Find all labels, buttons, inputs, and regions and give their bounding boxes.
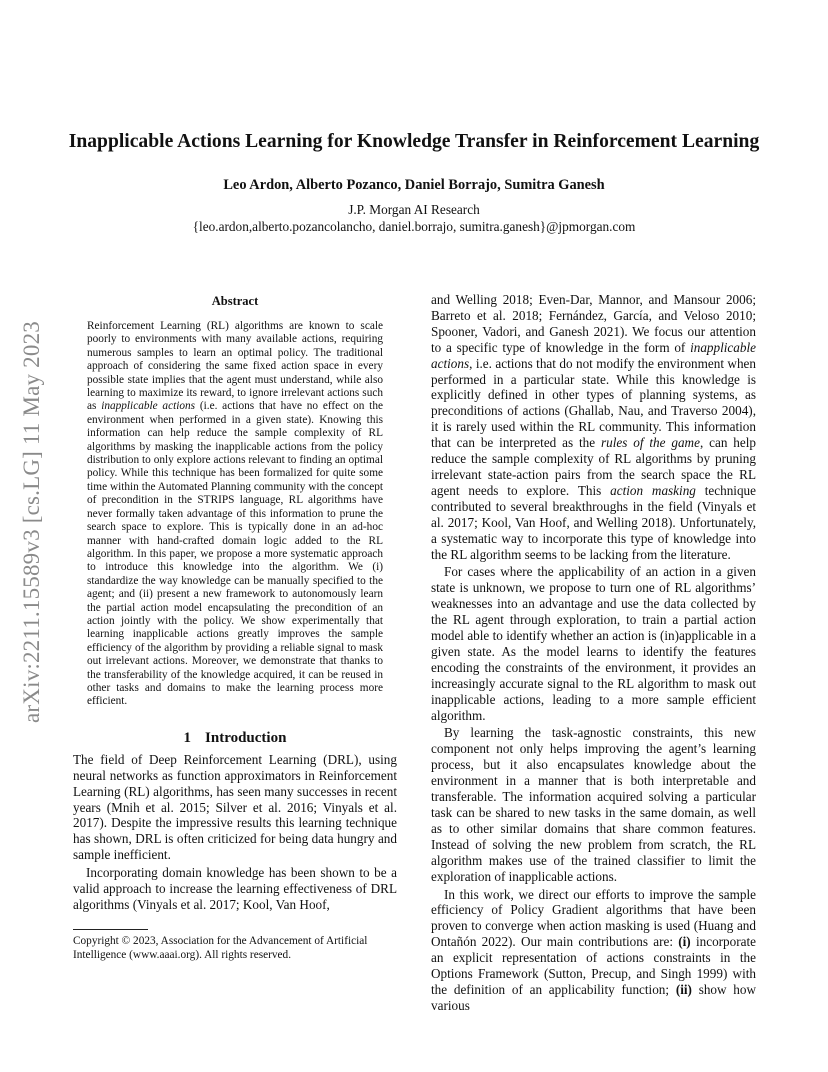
author-list: Leo Ardon, Alberto Pozanco, Daniel Borrajo, Sumitra Ganesh [223,177,605,193]
section-heading-introduction [73,729,397,747]
text-part: and Welling 2018; Even-Dar, Mannor, and Mansour 2006; Barreto et al. 2018; Fernández, García, and Veloso 2010; Spooner, Vadori, and Ganesh 2021). We focus our attention to a specific type of knowledge in the form of [431,292,756,355]
affiliation-block [60,201,768,235]
intro-paragraph-1: The field of Deep Reinforcement Learning (DRL), using neural networks as function approximators in Reinforcement Learning (RL) algorithms, has seen many successes in recent years (Mnih et al. 2015; Silver et al. 2016; Vinyals et al. 2017). Despite the impressive results this learning technique has shown, DRL is often criticized for being data hungry and sample inefficient. [73,751,397,863]
right-paragraph-3: By learning the task-agnostic constraints, this new component not only helps improving the agent’s learning process, but it also encapsulates knowledge about the environment in a manner that is both interpretable and transferable. The information acquired solving a particular task can be shared to new tasks in the same domain, as well as to other similar domains that share common features. Instead of solving the new problem from scratch, the RL algorithm makes use of the trained classifier to limit the exploration of inapplicable actions. [431,725,756,884]
text-part: incorporate an explicit representation of actions constraints in the Options Framework (Sutton, Precup, and Singh 1999) with the definition of an applicability function; [431,934,757,997]
text-part: show how various [431,981,756,1013]
right-paragraph-4 [431,887,756,1014]
paper-title: Inapplicable Actions Learning for Knowledge Transfer in Reinforcement Learning [68,131,760,152]
author-emails: {leo.ardon,alberto.pozancolancho, daniel.borrajo, sumitra.ganesh}@jpmorgan.com [192,219,636,234]
section-title: Introduction [205,729,287,746]
abstract-text-part: (i.e. actions that have no effect on the environment when performed in a given state). Knowing this information can help reduce the sample complexity of RL algorithms by masking the inapplicable actions from the policy distribution to only explore actions relevant to finding an optimal policy. While this technique has been formalized for quite some time within the Automated Planning community with the concept of precondition in the STRIPS language, RL algorithms have never formally taken advantage of this information to prune the search space to explore. This is typically done in an ad-hoc manner with hand-crafted domain logic added to the RL algorithm. In this paper, we propose a more systematic approach to introduce this knowledge into the algorithm. We (i) standardize the way knowledge can be manually specified to the agent; and (ii) present a new framework to autonomously learn the partial action model encapsulating the precondition of an action jointly with the policy. We show experimentally that learning inapplicable actions greatly improves the sample efficiency of the algorithm by providing a reliable signal to mask out irrelevant actions. Moreover, we demonstrate that thanks to the transferability of the knowledge acquired, it can be reused in other tasks and domains to make the learning process more efficient. [87,400,383,708]
right-paragraph-1 [431,292,756,562]
section-number: 1 [183,729,192,746]
abstract-emphasis: inapplicable actions [101,400,196,413]
emphasis-inapplicable-actions: inapplicable actions [431,339,756,371]
footnote-rule [73,929,148,930]
abstract-heading: Abstract [211,294,259,308]
copyright-notice: Copyright © 2023, Association for the Advancement of Artificial Intelligence (www.aaai.org). All rights reserved. [73,935,368,962]
right-paragraph-2: For cases where the applicability of an action in a given state is unknown, we propose to turn one of RL algorithms’ weaknesses into an advantage and use the data collected by the RL agent through exploration, to train a partial action model able to identify whether an action is (in)applicable in a given state. As the model learns to identify the features encoding the constraints of the environment, it provides an increasingly accurate signal to the RL algorithm to mask out inapplicable actions, leading to a more sample efficient algorithm. [431,564,756,723]
right-column [431,292,756,1014]
affiliation: J.P. Morgan AI Research [348,202,480,217]
contribution-marker: (i) [678,934,691,950]
text-part: , i.e. actions that do not modify the environment when performed in a particular state. While this knowledge is explicitly defined in other types of planning systems, as preconditions of actions (Ghallab, Nau, and Traverso 2004), it is rarely used within the RL community. This information that can be interpreted as the [431,355,756,451]
text-part: , can help reduce the sample complexity of RL algorithms by pruning irrelevant state-action pairs from the search space the RL agent needs to explore. This [431,435,756,498]
arxiv-identifier: arXiv:2211.15589v3 [cs.LG] 11 May 2023 [19,321,45,723]
contribution-marker: (ii) [675,981,692,997]
left-column [73,293,397,913]
text-part: technique contributed to several breakthroughs in the field (Vinyals et al. 2017; Kool, Van Hoof, and Welling 2018). Unfortunately, a systematic way to incorporate this type of knowledge into the RL algorithm seems to be lacking from the literature. [431,482,756,562]
intro-paragraph-2: Incorporating domain knowledge has been shown to be a valid approach to increase the learning effectiveness of DRL algorithms (Vinyals et al. 2017; Kool, Van Hoof, [73,865,397,912]
text-part: In this work, we direct our efforts to improve the sample efficiency of Policy Gradient algorithms that have been proven to converge when action masking is used (Huang and Ontañón 2022). Our main contributions are: [431,886,756,950]
abstract-text-part: Reinforcement Learning (RL) algorithms are known to scale poorly to environments with many available actions, requiring numerous samples to learn an optimal policy. The traditional approach of considering the same fixed action space in every possible state implies that the agent must understand, while also learning to maximize its reward, to ignore irrelevant actions such as [87,320,383,413]
emphasis-rules-of-the-game: rules of the game [601,435,700,451]
arxiv-sidebar-stamp [18,282,46,762]
abstract-text [87,320,383,709]
emphasis-action-masking: action masking [610,482,696,498]
